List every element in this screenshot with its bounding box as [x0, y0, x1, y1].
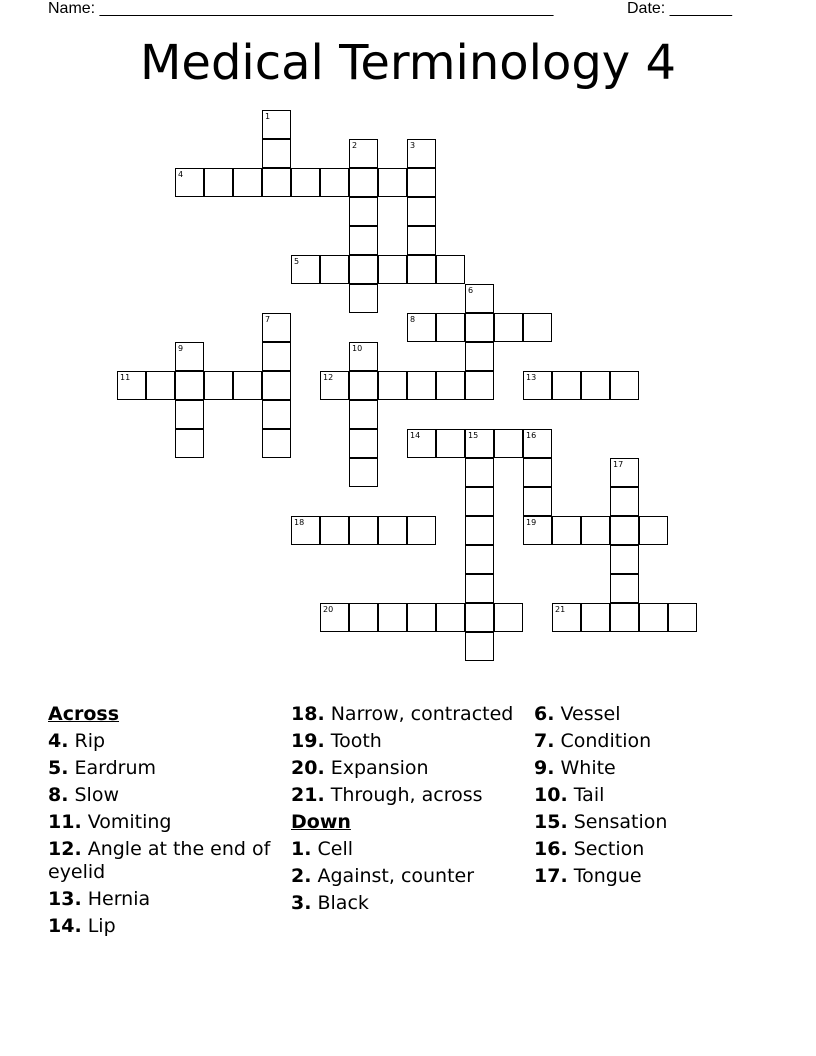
grid-cell[interactable]	[233, 168, 262, 197]
clue-item	[291, 784, 523, 807]
clue-number: 7.	[534, 730, 555, 752]
clue-text: Condition	[554, 730, 652, 752]
grid-cell[interactable]	[523, 371, 552, 400]
clue-text: Against, counter	[311, 865, 475, 887]
clue-column-1	[48, 703, 280, 942]
grid-cell[interactable]	[581, 371, 610, 400]
grid-cell[interactable]	[668, 603, 697, 632]
clue-number-label: 19	[526, 518, 537, 527]
clue-number: 5.	[48, 757, 69, 779]
clue-text: Slow	[68, 784, 119, 806]
grid-cell[interactable]	[523, 458, 552, 487]
clue-text: Tongue	[567, 865, 642, 887]
grid-cell[interactable]	[291, 168, 320, 197]
clue-column-3	[534, 703, 766, 892]
grid-cell[interactable]	[494, 429, 523, 458]
clue-number-label: 2	[352, 141, 358, 150]
clue-number: 12.	[48, 838, 82, 860]
clue-item	[48, 757, 280, 780]
grid-cell[interactable]	[523, 516, 552, 545]
clue-number: 11.	[48, 811, 82, 833]
grid-cell[interactable]	[262, 400, 291, 429]
page-title: Medical Terminology 4	[140, 35, 676, 91]
clue-text: Black	[311, 892, 369, 914]
grid-cell[interactable]	[610, 487, 639, 516]
clue-item	[534, 838, 766, 861]
grid-cell[interactable]	[465, 487, 494, 516]
clue-text: Expansion	[324, 757, 429, 779]
clue-number-label: 8	[410, 315, 416, 324]
grid-cell[interactable]	[407, 255, 436, 284]
grid-cell[interactable]	[349, 400, 378, 429]
grid-cell[interactable]	[639, 516, 668, 545]
clue-text: Cell	[311, 838, 354, 860]
grid-cell[interactable]	[204, 168, 233, 197]
down-heading: Down	[291, 811, 351, 833]
grid-cell[interactable]	[349, 168, 378, 197]
clue-text: Lip	[81, 915, 116, 937]
clue-item	[48, 888, 280, 911]
grid-cell[interactable]	[349, 371, 378, 400]
grid-cell[interactable]	[349, 516, 378, 545]
grid-cell[interactable]	[320, 168, 349, 197]
grid-cell[interactable]	[581, 603, 610, 632]
grid-cell[interactable]	[552, 371, 581, 400]
grid-cell[interactable]	[523, 429, 552, 458]
clue-number-label: 14	[410, 431, 421, 440]
clue-item	[48, 915, 280, 938]
grid-cell[interactable]	[581, 516, 610, 545]
clue-number: 18.	[291, 703, 325, 725]
grid-cell[interactable]	[407, 516, 436, 545]
clue-item	[534, 703, 766, 726]
grid-cell[interactable]	[610, 545, 639, 574]
grid-cell[interactable]	[378, 603, 407, 632]
grid-cell[interactable]	[610, 458, 639, 487]
grid-cell[interactable]	[465, 632, 494, 661]
clue-number-label: 3	[410, 141, 416, 150]
grid-cell[interactable]	[465, 342, 494, 371]
clue-number-label: 21	[555, 605, 566, 614]
grid-cell[interactable]	[407, 197, 436, 226]
grid-cell[interactable]	[262, 313, 291, 342]
grid-cell[interactable]	[262, 371, 291, 400]
clue-item	[534, 757, 766, 780]
grid-cell[interactable]	[465, 574, 494, 603]
clue-text: Rip	[68, 730, 106, 752]
clue-number: 1.	[291, 838, 312, 860]
grid-cell[interactable]	[349, 139, 378, 168]
clue-number: 4.	[48, 730, 69, 752]
grid-cell[interactable]	[407, 429, 436, 458]
clue-number-label: 1	[265, 112, 271, 121]
grid-cell[interactable]	[523, 313, 552, 342]
clue-number-label: 4	[178, 170, 184, 179]
clue-number: 16.	[534, 838, 568, 860]
clue-number-label: 10	[352, 344, 363, 353]
clue-number: 13.	[48, 888, 82, 910]
grid-cell[interactable]	[465, 313, 494, 342]
grid-cell[interactable]	[291, 516, 320, 545]
clue-text: Tail	[567, 784, 605, 806]
grid-cell[interactable]	[349, 197, 378, 226]
clue-number-label: 20	[323, 605, 334, 614]
clue-number-label: 6	[468, 286, 474, 295]
grid-cell[interactable]	[465, 429, 494, 458]
clue-number-label: 11	[120, 373, 131, 382]
clue-number: 19.	[291, 730, 325, 752]
grid-cell[interactable]	[407, 313, 436, 342]
clue-item	[291, 703, 523, 726]
grid-cell[interactable]	[175, 429, 204, 458]
grid-cell[interactable]	[465, 284, 494, 313]
clue-item	[291, 757, 523, 780]
grid-cell[interactable]	[407, 371, 436, 400]
clue-text: Vomiting	[81, 811, 172, 833]
clue-number: 17.	[534, 865, 568, 887]
grid-cell[interactable]	[465, 603, 494, 632]
clue-number: 9.	[534, 757, 555, 779]
clue-number: 21.	[291, 784, 325, 806]
clue-column-2	[291, 703, 523, 919]
clue-number-label: 16	[526, 431, 537, 440]
grid-cell[interactable]	[494, 313, 523, 342]
clue-number: 6.	[534, 703, 555, 725]
clue-number-label: 18	[294, 518, 305, 527]
across-heading: Across	[48, 703, 120, 725]
grid-cell[interactable]	[349, 603, 378, 632]
clue-item	[534, 811, 766, 834]
grid-cell[interactable]	[610, 516, 639, 545]
clue-item	[534, 730, 766, 753]
clue-number: 3.	[291, 892, 312, 914]
clue-text: Angle at the end of eyelid	[48, 838, 271, 883]
grid-cell[interactable]	[465, 516, 494, 545]
clue-item	[48, 730, 280, 753]
date-field-label: Date: _______	[627, 0, 732, 17]
grid-cell[interactable]	[465, 371, 494, 400]
clue-number-label: 5	[294, 257, 300, 266]
grid-cell[interactable]	[407, 139, 436, 168]
clue-number: 20.	[291, 757, 325, 779]
grid-cell[interactable]	[349, 255, 378, 284]
grid-cell[interactable]	[436, 429, 465, 458]
clue-text: Section	[567, 838, 645, 860]
grid-cell[interactable]	[494, 603, 523, 632]
grid-cell[interactable]	[320, 603, 349, 632]
grid-cell[interactable]	[262, 342, 291, 371]
grid-cell[interactable]	[146, 371, 175, 400]
grid-cell[interactable]	[262, 429, 291, 458]
clue-item	[291, 892, 523, 915]
clue-number: 8.	[48, 784, 69, 806]
clue-text: Through, across	[324, 784, 483, 806]
grid-cell[interactable]	[436, 313, 465, 342]
grid-cell[interactable]	[465, 545, 494, 574]
grid-cell[interactable]	[262, 139, 291, 168]
clue-item	[291, 730, 523, 753]
grid-cell[interactable]	[349, 342, 378, 371]
grid-cell[interactable]	[378, 168, 407, 197]
clue-number-label: 17	[613, 460, 624, 469]
grid-cell[interactable]	[465, 458, 494, 487]
grid-cell[interactable]	[175, 400, 204, 429]
grid-cell[interactable]	[175, 168, 204, 197]
grid-cell[interactable]	[233, 371, 262, 400]
grid-cell[interactable]	[349, 284, 378, 313]
clue-text: Hernia	[81, 888, 151, 910]
clue-number: 2.	[291, 865, 312, 887]
grid-cell[interactable]	[204, 371, 233, 400]
grid-cell[interactable]	[639, 603, 668, 632]
grid-cell[interactable]	[436, 255, 465, 284]
clue-number: 14.	[48, 915, 82, 937]
clue-number: 15.	[534, 811, 568, 833]
clue-item	[48, 811, 280, 834]
grid-cell[interactable]	[175, 342, 204, 371]
grid-cell[interactable]	[552, 603, 581, 632]
grid-cell[interactable]	[407, 168, 436, 197]
grid-cell[interactable]	[610, 603, 639, 632]
clue-text: Tooth	[324, 730, 382, 752]
grid-cell[interactable]	[407, 603, 436, 632]
grid-cell[interactable]	[552, 516, 581, 545]
grid-cell[interactable]	[262, 110, 291, 139]
grid-cell[interactable]	[523, 487, 552, 516]
clue-number-label: 9	[178, 344, 184, 353]
grid-cell[interactable]	[349, 429, 378, 458]
grid-cell[interactable]	[175, 371, 204, 400]
clue-number-label: 15	[468, 431, 479, 440]
clue-text: White	[554, 757, 616, 779]
grid-cell[interactable]	[320, 371, 349, 400]
grid-cell[interactable]	[117, 371, 146, 400]
grid-cell[interactable]	[349, 458, 378, 487]
grid-cell[interactable]	[436, 603, 465, 632]
clue-item	[48, 784, 280, 807]
grid-cell[interactable]	[378, 371, 407, 400]
grid-cell[interactable]	[407, 226, 436, 255]
clue-number-label: 7	[265, 315, 271, 324]
clue-number-label: 12	[323, 373, 334, 382]
grid-cell[interactable]	[610, 371, 639, 400]
name-field-label: Name: ___________________________________________________	[48, 0, 554, 17]
grid-cell[interactable]	[378, 516, 407, 545]
clue-text: Sensation	[567, 811, 668, 833]
clue-number-label: 13	[526, 373, 537, 382]
clue-text: Vessel	[554, 703, 621, 725]
grid-cell[interactable]	[291, 255, 320, 284]
clue-item	[291, 865, 523, 888]
grid-cell[interactable]	[262, 168, 291, 197]
clue-item	[48, 838, 280, 884]
grid-cell[interactable]	[320, 516, 349, 545]
clue-number: 10.	[534, 784, 568, 806]
grid-cell[interactable]	[378, 255, 407, 284]
grid-cell[interactable]	[349, 226, 378, 255]
grid-cell[interactable]	[610, 574, 639, 603]
clue-item	[534, 784, 766, 807]
clue-item	[291, 838, 523, 861]
clue-text: Narrow, contracted	[324, 703, 514, 725]
clue-text: Eardrum	[68, 757, 157, 779]
grid-cell[interactable]	[320, 255, 349, 284]
grid-cell[interactable]	[436, 371, 465, 400]
clue-item	[534, 865, 766, 888]
